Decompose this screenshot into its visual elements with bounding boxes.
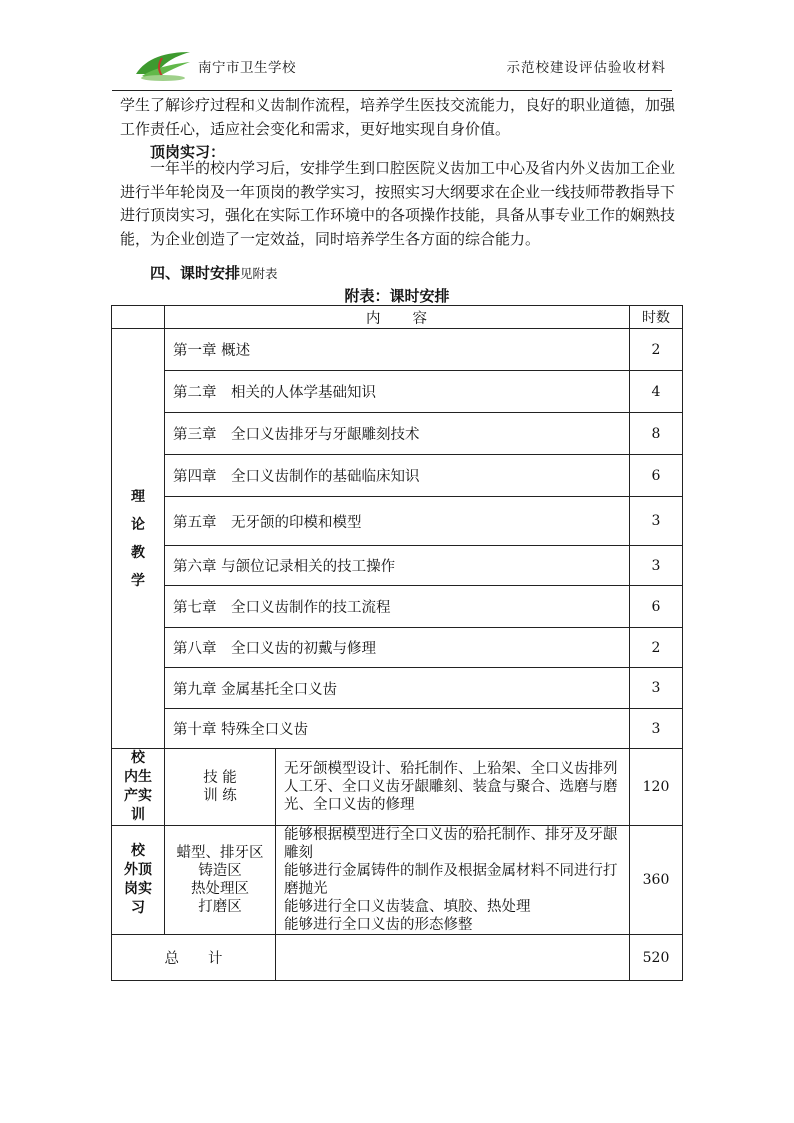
outschool-label-char: 岗实 [124,881,152,897]
training-type-line: 技 能 [203,770,237,786]
chapter-title: 第三章 全口义齿排牙与牙龈雕刻技术 [165,413,630,455]
chapter-hours: 6 [630,586,683,628]
section-title [150,262,278,283]
total-hours: 520 [630,935,683,981]
chapter-hours: 3 [630,497,683,546]
paragraph-intro: 学生了解诊疗过程和义齿制作流程，培养学生医技交流能力，良好的职业道德，加强工作责任心，适应社会变化和需求，更好地实现自身价值。 [120,96,676,138]
inschool-label [112,749,165,826]
theory-teaching-label-char: 教 [131,544,145,561]
chapter-hours: 2 [630,329,683,371]
description-line: 无牙颌模型设计、𬌗托制作、上𬌗架、全口义齿排列人工牙、全口义齿牙龈雕刻、装盒与聚合、选磨与磨光、全口义齿的修理 [284,761,618,813]
table-row-total [112,935,683,981]
table-row-inschool [112,749,683,826]
page-header [112,46,672,91]
header-content: 内 容 [165,306,630,329]
chapter-hours: 6 [630,455,683,497]
inschool-description [276,749,630,826]
table-row [112,628,683,668]
area-line: 铸造区 [198,863,242,879]
chapter-title: 第七章 全口义齿制作的技工流程 [165,586,630,628]
theory-teaching-label [112,329,165,749]
inschool-label-char: 产实 [124,788,152,804]
inschool-label-char: 内生 [124,769,152,785]
inschool-label-char: 校 [131,750,145,766]
outschool-label [112,826,165,935]
chapter-hours: 4 [630,371,683,413]
table-row [112,455,683,497]
theory-teaching-label-char: 理 [131,488,145,505]
table-row [112,546,683,586]
table-row [112,709,683,749]
header-blank-cell [112,306,165,329]
outschool-label-char: 校 [131,843,145,859]
table-row [112,668,683,709]
theory-teaching-label-char: 学 [131,572,145,589]
table-row [112,329,683,371]
table-row [112,413,683,455]
paragraph-internship: 一年半的校内学习后，安排学生到口腔医院义齿加工中心及省内外义齿加工企业进行半年轮岗及一年顶岗的教学实习，按照实习大纲要求在企业一线技师带教指导下进行顶岗实习，强化在实际工作环境中的各项操作技能，具备从事专业工作的娴熟技能，为企业创造了一定效益，同时培养学生各方面的综合能力。 [120,159,676,248]
description-line: 能够进行金属铸件的制作及根据金属材料不同进行打磨抛光 [284,863,618,897]
inschool-hours: 120 [630,749,683,826]
outschool-label-char: 外顶 [124,862,152,878]
document-title: 示范校建设评估验收材料 [506,60,666,76]
area-line: 打磨区 [198,899,242,915]
chapter-title: 第九章 金属基托全口义齿 [165,668,630,709]
description-line: 能够进行全口义齿装盒、填胶、热处理 [284,899,531,915]
table-row [112,497,683,546]
chapter-title: 第一章 概述 [165,329,630,371]
table-row [112,371,683,413]
chapter-hours: 3 [630,546,683,586]
internship-areas [165,826,276,935]
header-hours: 时数 [630,306,683,329]
section-note: 见附表 [240,266,278,281]
inschool-label-char: 训 [131,807,145,823]
outschool-label-char: 习 [131,900,145,916]
total-blank-cell [276,935,630,981]
chapter-hours: 2 [630,628,683,668]
area-line: 热处理区 [191,881,249,897]
table-header-row [112,306,683,329]
table-caption: 附表：课时安排 [344,287,450,305]
chapter-title: 第四章 全口义齿制作的基础临床知识 [165,455,630,497]
area-line: 蜡型、排牙区 [176,845,264,861]
section-title-text: 四、课时安排 [150,264,241,282]
outschool-description [276,826,630,935]
chapter-hours: 8 [630,413,683,455]
description-line: 能够根据模型进行全口义齿的𬌗托制作、排牙及牙龈雕刻 [284,827,618,861]
schedule-table [111,305,683,981]
chapter-title: 第八章 全口义齿的初戴与修理 [165,628,630,668]
training-type [165,749,276,826]
chapter-title: 第五章 无牙颌的印模和模型 [165,497,630,546]
outschool-hours: 360 [630,826,683,935]
school-name: 南宁市卫生学校 [198,60,296,76]
description-line: 能够进行全口义齿的形态修整 [284,917,473,933]
table-row [112,586,683,628]
chapter-title: 第二章 相关的人体学基础知识 [165,371,630,413]
chapter-hours: 3 [630,668,683,709]
table-row-outschool [112,826,683,935]
chapter-hours: 3 [630,709,683,749]
total-label: 总 计 [112,935,276,981]
theory-teaching-label-char: 论 [131,516,145,533]
subheading-internship: 顶岗实习： [150,143,226,161]
chapter-title: 第六章 与颌位记录相关的技工操作 [165,546,630,586]
chapter-title: 第十章 特殊全口义齿 [165,709,630,749]
school-logo-icon [132,48,194,84]
training-type-line: 训 练 [203,788,237,804]
